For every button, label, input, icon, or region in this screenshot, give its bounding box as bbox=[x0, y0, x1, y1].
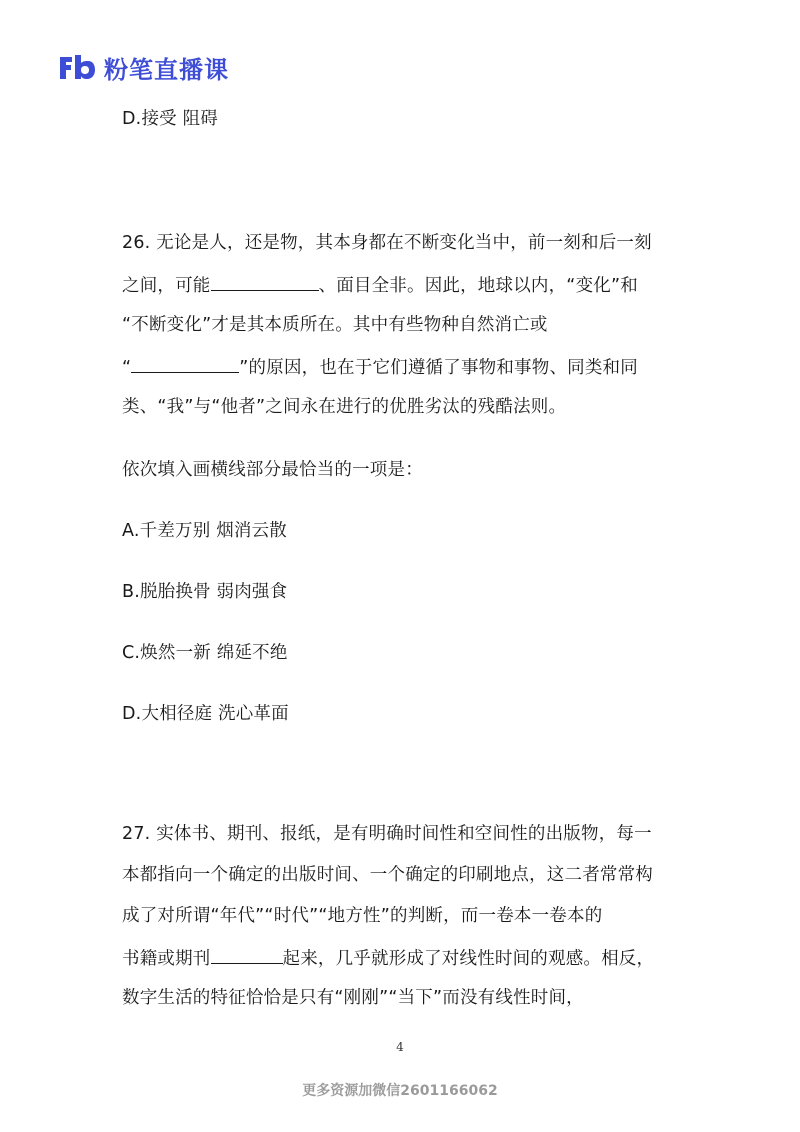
q26-option-c: C.焕然一新 绵延不绝 bbox=[122, 643, 288, 663]
fenbi-logo-icon bbox=[58, 53, 96, 81]
answer-blank-2 bbox=[131, 354, 239, 373]
q27-line-2: 本都指向一个确定的出版时间、一个确定的印刷地点，这二者常常构 bbox=[122, 865, 653, 885]
q26-line-4: “ ”的原因，也在于它们遵循了事物和事物、同类和同 bbox=[122, 354, 638, 380]
q27-line-3: 成了对所谓“年代”“时代”“地方性”的判断，而一卷本一卷本的 bbox=[122, 906, 603, 926]
prev-option-d: D.接受 阻碍 bbox=[122, 109, 219, 129]
q26-line-1: 26. 无论是人，还是物，其本身都在不断变化当中，前一刻和后一刻 bbox=[122, 233, 652, 253]
footer-watermark: 更多资源加微信2601166062 bbox=[302, 1083, 498, 1099]
q27-line-1: 27. 实体书、期刊、报纸，是有明确时间性和空间性的出版物，每一 bbox=[122, 824, 652, 844]
answer-blank-1 bbox=[211, 272, 319, 291]
q27-line-5: 数字生活的特征恰恰是只有“刚刚”“当下”而没有线性时间， bbox=[122, 988, 584, 1008]
brand-name: 粉笔直播课 bbox=[104, 55, 229, 84]
q26-option-b: B.脱胎换骨 弱肉强食 bbox=[122, 582, 288, 602]
q27-line-4: 书籍或期刊 起来，几乎就形成了对线性时间的观感。相反， bbox=[122, 945, 654, 971]
q26-option-d: D.大相径庭 洗心革面 bbox=[122, 704, 289, 724]
q26-line-2: 之间，可能 、面目全非。因此，地球以内，“变化”和 bbox=[122, 272, 638, 298]
header bbox=[58, 52, 229, 82]
q26-line-5: 类、“我”与“他者”之间永在进行的优胜劣汰的残酷法则。 bbox=[122, 397, 567, 417]
q26-option-a: A.千差万别 烟消云散 bbox=[122, 521, 287, 541]
page-number: 4 bbox=[396, 1040, 404, 1054]
q26-prompt: 依次填入画横线部分最恰当的一项是： bbox=[122, 460, 423, 480]
q26-line-3: “不断变化”才是其本质所在。其中有些物种自然消亡或 bbox=[122, 315, 548, 335]
answer-blank-3 bbox=[211, 945, 283, 964]
